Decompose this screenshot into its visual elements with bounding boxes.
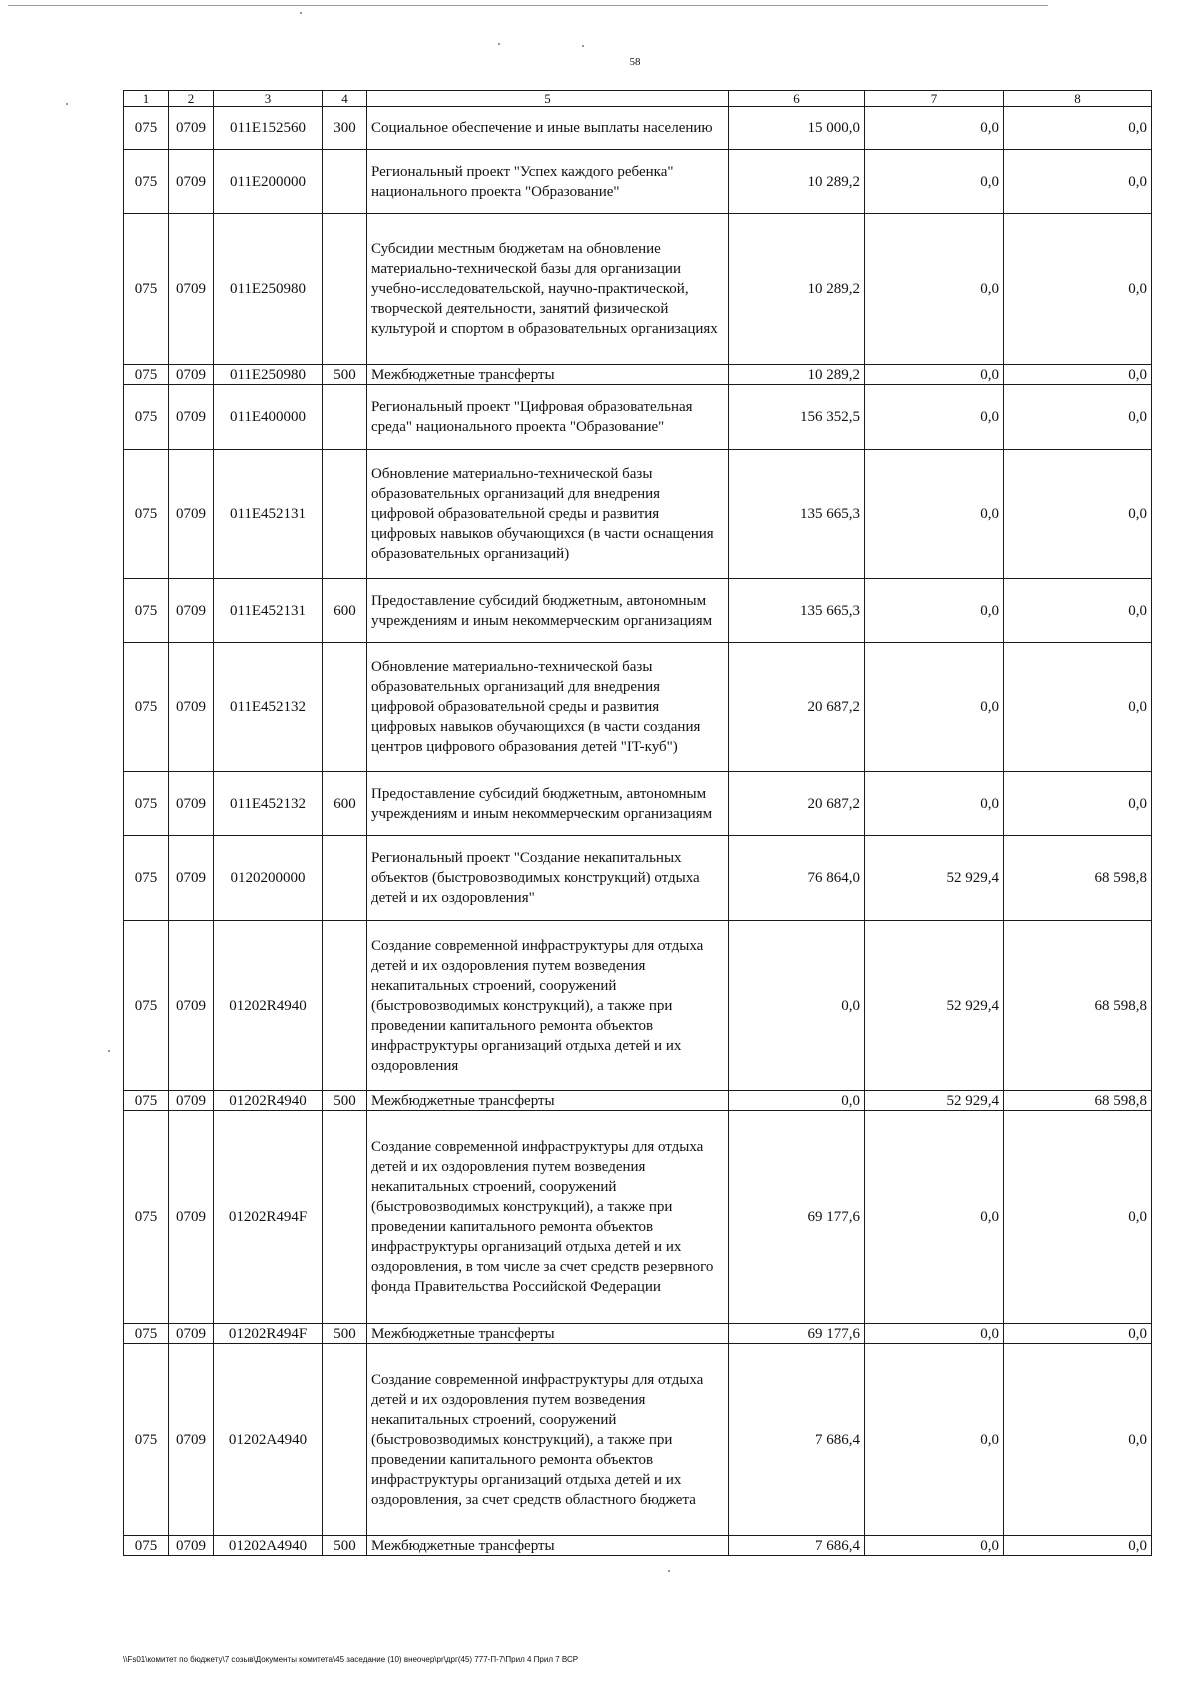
target-article-code-cell: 011E200000 <box>214 150 323 214</box>
section-code-cell: 0709 <box>169 385 214 450</box>
amount-col8-cell: 0,0 <box>1004 772 1152 836</box>
target-article-code-cell: 0120200000 <box>214 836 323 921</box>
amount-col7-cell: 0,0 <box>865 1344 1004 1536</box>
amount-col8-cell: 0,0 <box>1004 150 1152 214</box>
item-description-cell: Региональный проект "Создание некапитальных объектов (быстровозводимых конструкций) отдыха детей и их оздоровления" <box>367 836 729 921</box>
expense-type-code-cell: 600 <box>323 772 367 836</box>
expense-type-code-cell: 500 <box>323 1091 367 1111</box>
scan-speck <box>582 45 584 47</box>
column-header: 6 <box>729 91 865 107</box>
target-article-code-cell: 011E452132 <box>214 772 323 836</box>
target-article-code-cell: 011E452131 <box>214 579 323 643</box>
amount-col6-cell: 0,0 <box>729 1091 865 1111</box>
section-code-cell: 0709 <box>169 836 214 921</box>
section-code-cell: 0709 <box>169 921 214 1091</box>
item-description-cell: Создание современной инфраструктуры для отдыха детей и их оздоровления путем возведения некапитальных строений, сооружений (быстровозводимых конструкций), а также при проведении капитального ремонта объектов инфраструктуры организаций отдыха детей и их оздоровления <box>367 921 729 1091</box>
dept-code-cell: 075 <box>124 450 169 579</box>
amount-col6-cell: 10 289,2 <box>729 150 865 214</box>
amount-col6-cell: 69 177,6 <box>729 1324 865 1344</box>
target-article-code-cell: 011E400000 <box>214 385 323 450</box>
column-header: 5 <box>367 91 729 107</box>
table-row <box>124 772 1152 836</box>
item-description-cell: Предоставление субсидий бюджетным, автономным учреждениям и иным некоммерческим организациям <box>367 772 729 836</box>
table-row <box>124 1091 1152 1111</box>
dept-code-cell: 075 <box>124 385 169 450</box>
section-code-cell: 0709 <box>169 214 214 365</box>
column-header: 7 <box>865 91 1004 107</box>
expense-type-code-cell: 500 <box>323 1324 367 1344</box>
column-number-header-row <box>124 91 1152 107</box>
amount-col6-cell: 156 352,5 <box>729 385 865 450</box>
dept-code-cell: 075 <box>124 107 169 150</box>
amount-col8-cell: 0,0 <box>1004 450 1152 579</box>
table-row <box>124 836 1152 921</box>
amount-col7-cell: 0,0 <box>865 1536 1004 1556</box>
dept-code-cell: 075 <box>124 365 169 385</box>
target-article-code-cell: 011E250980 <box>214 365 323 385</box>
amount-col7-cell: 0,0 <box>865 772 1004 836</box>
expense-type-code-cell <box>323 836 367 921</box>
amount-col8-cell: 68 598,8 <box>1004 921 1152 1091</box>
section-code-cell: 0709 <box>169 772 214 836</box>
section-code-cell: 0709 <box>169 150 214 214</box>
section-code-cell: 0709 <box>169 1111 214 1324</box>
dept-code-cell: 075 <box>124 1536 169 1556</box>
target-article-code-cell: 01202A4940 <box>214 1536 323 1556</box>
section-code-cell: 0709 <box>169 579 214 643</box>
item-description-cell: Создание современной инфраструктуры для отдыха детей и их оздоровления путем возведения некапитальных строений, сооружений (быстровозводимых конструкций), а также при проведении капитального ремонта объектов инфраструктуры организаций отдыха детей и их оздоровления, в том числе за счет средств резервного фонда Правительства Российской Федерации <box>367 1111 729 1324</box>
dept-code-cell: 075 <box>124 150 169 214</box>
expense-type-code-cell <box>323 214 367 365</box>
table-row <box>124 450 1152 579</box>
target-article-code-cell: 01202R4940 <box>214 1091 323 1111</box>
amount-col8-cell: 0,0 <box>1004 1344 1152 1536</box>
amount-col8-cell: 0,0 <box>1004 579 1152 643</box>
table-row <box>124 365 1152 385</box>
amount-col6-cell: 15 000,0 <box>729 107 865 150</box>
amount-col7-cell: 0,0 <box>865 150 1004 214</box>
column-header: 2 <box>169 91 214 107</box>
expense-type-code-cell: 500 <box>323 1536 367 1556</box>
item-description-cell: Межбюджетные трансферты <box>367 365 729 385</box>
target-article-code-cell: 011E452131 <box>214 450 323 579</box>
amount-col7-cell: 0,0 <box>865 385 1004 450</box>
amount-col6-cell: 135 665,3 <box>729 579 865 643</box>
column-header: 4 <box>323 91 367 107</box>
amount-col8-cell: 0,0 <box>1004 643 1152 772</box>
section-code-cell: 0709 <box>169 107 214 150</box>
expense-type-code-cell: 600 <box>323 579 367 643</box>
amount-col6-cell: 0,0 <box>729 921 865 1091</box>
amount-col8-cell: 0,0 <box>1004 107 1152 150</box>
table-row <box>124 579 1152 643</box>
amount-col7-cell: 52 929,4 <box>865 1091 1004 1111</box>
item-description-cell: Предоставление субсидий бюджетным, автономным учреждениям и иным некоммерческим организациям <box>367 579 729 643</box>
amount-col7-cell: 0,0 <box>865 579 1004 643</box>
amount-col8-cell: 0,0 <box>1004 1536 1152 1556</box>
dept-code-cell: 075 <box>124 836 169 921</box>
amount-col6-cell: 7 686,4 <box>729 1344 865 1536</box>
expense-type-code-cell: 300 <box>323 107 367 150</box>
page-number: 58 <box>629 56 641 68</box>
target-article-code-cell: 011E452132 <box>214 643 323 772</box>
column-header: 8 <box>1004 91 1152 107</box>
dept-code-cell: 075 <box>124 1344 169 1536</box>
dept-code-cell: 075 <box>124 1091 169 1111</box>
amount-col6-cell: 69 177,6 <box>729 1111 865 1324</box>
scan-speck <box>108 1050 110 1052</box>
item-description-cell: Создание современной инфраструктуры для отдыха детей и их оздоровления путем возведения некапитальных строений, сооружений (быстровозводимых конструкций), а также при проведении капитального ремонта объектов инфраструктуры организаций отдыха детей и их оздоровления, за счет средств областного бюджета <box>367 1344 729 1536</box>
amount-col7-cell: 0,0 <box>865 450 1004 579</box>
amount-col8-cell: 0,0 <box>1004 385 1152 450</box>
item-description-cell: Межбюджетные трансферты <box>367 1091 729 1111</box>
expense-type-code-cell <box>323 1111 367 1324</box>
target-article-code-cell: 01202R494F <box>214 1324 323 1344</box>
target-article-code-cell: 011E250980 <box>214 214 323 365</box>
dept-code-cell: 075 <box>124 214 169 365</box>
amount-col6-cell: 20 687,2 <box>729 643 865 772</box>
item-description-cell: Региональный проект "Успех каждого ребенка" национального проекта "Образование" <box>367 150 729 214</box>
amount-col7-cell: 0,0 <box>865 1324 1004 1344</box>
amount-col6-cell: 10 289,2 <box>729 365 865 385</box>
item-description-cell: Обновление материально-технической базы образовательных организаций для внедрения цифровой образовательной среды и развития цифровых навыков обучающихся (в части создания центров цифрового образования детей "IT-куб") <box>367 643 729 772</box>
section-code-cell: 0709 <box>169 1344 214 1536</box>
item-description-cell: Межбюджетные трансферты <box>367 1536 729 1556</box>
section-code-cell: 0709 <box>169 643 214 772</box>
target-article-code-cell: 01202A4940 <box>214 1344 323 1536</box>
top-scan-rule <box>8 5 1048 6</box>
section-code-cell: 0709 <box>169 1536 214 1556</box>
column-header: 1 <box>124 91 169 107</box>
item-description-cell: Региональный проект "Цифровая образовательная среда" национального проекта "Образование" <box>367 385 729 450</box>
amount-col8-cell: 68 598,8 <box>1004 1091 1152 1111</box>
target-article-code-cell: 01202R494F <box>214 1111 323 1324</box>
table-row <box>124 214 1152 365</box>
amount-col8-cell: 0,0 <box>1004 214 1152 365</box>
scan-speck <box>668 1570 670 1572</box>
section-code-cell: 0709 <box>169 450 214 579</box>
item-description-cell: Межбюджетные трансферты <box>367 1324 729 1344</box>
expense-type-code-cell <box>323 150 367 214</box>
item-description-cell: Обновление материально-технической базы образовательных организаций для внедрения цифровой образовательной среды и развития цифровых навыков обучающихся (в части оснащения образовательных организаций) <box>367 450 729 579</box>
dept-code-cell: 075 <box>124 643 169 772</box>
amount-col8-cell: 0,0 <box>1004 1111 1152 1324</box>
amount-col8-cell: 0,0 <box>1004 1324 1152 1344</box>
expense-type-code-cell <box>323 385 367 450</box>
section-code-cell: 0709 <box>169 1324 214 1344</box>
dept-code-cell: 075 <box>124 921 169 1091</box>
target-article-code-cell: 011E152560 <box>214 107 323 150</box>
table-row <box>124 1344 1152 1536</box>
expense-type-code-cell <box>323 921 367 1091</box>
section-code-cell: 0709 <box>169 365 214 385</box>
amount-col6-cell: 7 686,4 <box>729 1536 865 1556</box>
table-row <box>124 1111 1152 1324</box>
amount-col7-cell: 0,0 <box>865 107 1004 150</box>
table-row <box>124 643 1152 772</box>
amount-col8-cell: 0,0 <box>1004 365 1152 385</box>
dept-code-cell: 075 <box>124 579 169 643</box>
footer-file-path: \\Fs01\комитет по бюджету\7 созыв\Документы комитета\45 заседание (10) внеочер\pr\дрг(45) 777-П-7\Прил 4 Прил 7 ВСР <box>123 1655 579 1664</box>
table-row <box>124 921 1152 1091</box>
amount-col7-cell: 0,0 <box>865 1111 1004 1324</box>
expense-type-code-cell <box>323 450 367 579</box>
amount-col8-cell: 68 598,8 <box>1004 836 1152 921</box>
column-header: 3 <box>214 91 323 107</box>
table-row <box>124 1536 1152 1556</box>
target-article-code-cell: 01202R4940 <box>214 921 323 1091</box>
table-row <box>124 385 1152 450</box>
table-row <box>124 150 1152 214</box>
expense-type-code-cell: 500 <box>323 365 367 385</box>
scan-speck <box>498 43 500 45</box>
expense-type-code-cell <box>323 1344 367 1536</box>
amount-col7-cell: 52 929,4 <box>865 921 1004 1091</box>
budget-table <box>123 90 1152 1556</box>
expense-type-code-cell <box>323 643 367 772</box>
table-row <box>124 1324 1152 1344</box>
amount-col6-cell: 10 289,2 <box>729 214 865 365</box>
amount-col6-cell: 20 687,2 <box>729 772 865 836</box>
dept-code-cell: 075 <box>124 1111 169 1324</box>
section-code-cell: 0709 <box>169 1091 214 1111</box>
dept-code-cell: 075 <box>124 772 169 836</box>
scan-speck <box>300 12 302 14</box>
amount-col7-cell: 0,0 <box>865 643 1004 772</box>
amount-col6-cell: 76 864,0 <box>729 836 865 921</box>
amount-col7-cell: 0,0 <box>865 214 1004 365</box>
scan-speck <box>66 103 68 105</box>
amount-col6-cell: 135 665,3 <box>729 450 865 579</box>
dept-code-cell: 075 <box>124 1324 169 1344</box>
amount-col7-cell: 0,0 <box>865 365 1004 385</box>
item-description-cell: Социальное обеспечение и иные выплаты населению <box>367 107 729 150</box>
amount-col7-cell: 52 929,4 <box>865 836 1004 921</box>
table-row <box>124 107 1152 150</box>
item-description-cell: Субсидии местным бюджетам на обновление материально-технической базы для организации учебно-исследовательской, научно-практической, творческой деятельности, занятий физической культурой и спортом в образовательных организациях <box>367 214 729 365</box>
